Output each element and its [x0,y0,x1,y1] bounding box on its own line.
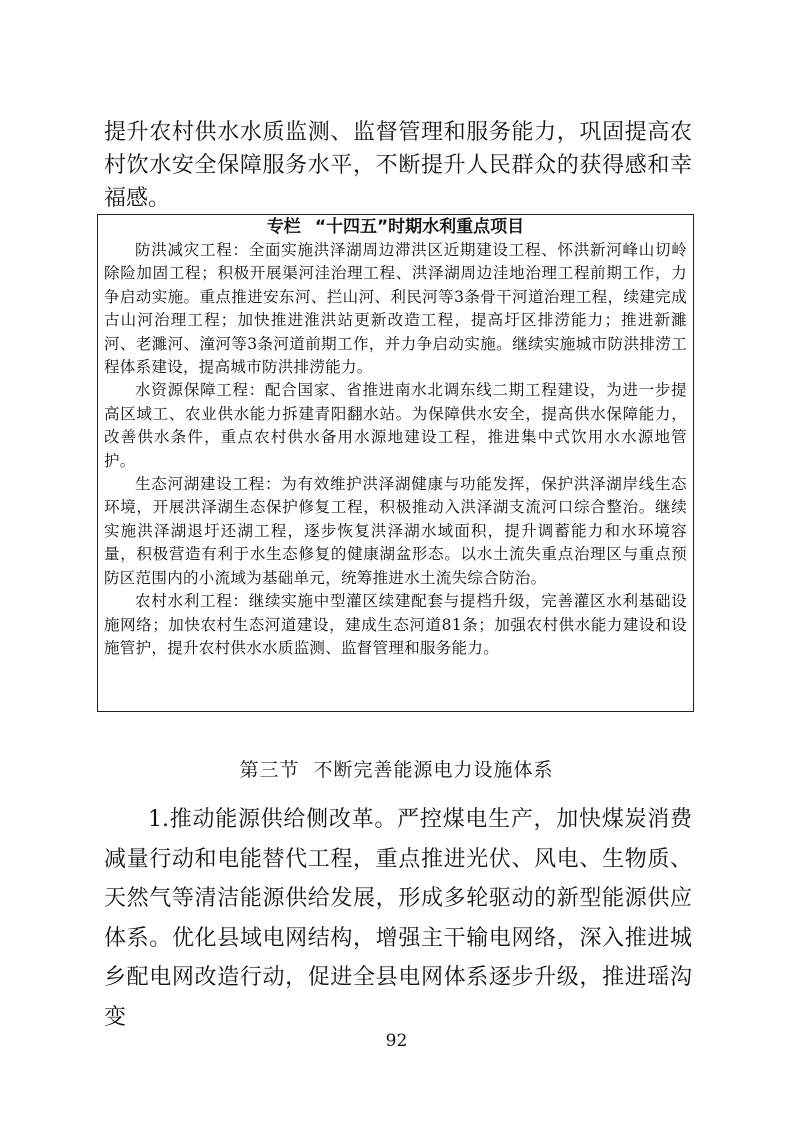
section-title: 不断完善能源电力设施体系 [313,759,554,781]
intro-paragraph [104,116,692,215]
column-paragraph-heading: 水资源保障工程： [135,381,265,400]
page-number: 92 [385,1031,408,1051]
column-paragraph-heading: 农村水利工程： [135,592,249,611]
column-title-text: “十四五”时期水利重点项目 [314,217,525,237]
column-paragraph-ecology [104,473,687,590]
column-paragraph-text: 继续实施中型灌区续建配套与提档升级，完善灌区水利基础设施网络；加快农村生态河道建设，建成生态河道81条；加强农村供水能力建设和设施管护，提升农村供水水质监测、监督管理和服务能力。 [104,592,687,657]
column-paragraph-text: 为有效维护洪泽湖健康与功能发挥，保护洪泽湖岸线生态环境，开展洪泽湖生态保护修复工程，积极推动入洪泽湖支流河口综合整治。继续实施洪泽湖退圩还湖工程，逐步恢复洪泽湖水域面积，提升调蓄能力和水环境容量，积极营造有利于水生态修复的健康湖盆形态。以水土流失重点治理区与重点预防区范围内的小流域为基础单元，统筹推进水土流失综合防治。 [104,475,687,587]
column-paragraph-text: 全面实施洪泽湖周边滞洪区近期建设工程、怀洪新河峰山切岭除险加固工程；积极开展渠河洼治理工程、洪泽湖周边洼地治理工程前期工作，力争启动实施。重点推进安东河、拦山河、利民河等3条骨干河道治理工程，续建完成古山河治理工程；加快推进淮洪站更新改造工程，提高圩区排涝能力；推进新濉河、老濉河、潼河等3条河道前期工作，并力争启动实施。继续实施城市防洪排涝工程体系建设，提高城市防洪排涝能力。 [104,241,687,377]
column-box [97,214,694,712]
body-paragraph-text [104,800,692,1037]
body-text: 严控煤电生产，加快煤炭消费减量行动和电能替代工程，重点推进光伏、风电、生物质、天然气等清洁能源供给发展，形成多轮驱动的新型能源供应体系。优化县域电网结构，增强主干输电网络，深入推进城乡配电网改造行动，促进全县电网体系逐步升级，推进瑶沟变 [104,807,692,1030]
section-number: 第三节 [239,759,300,781]
column-paragraph-heading: 生态河湖建设工程： [135,475,282,494]
intro-text: 提升农村供水水质监测、监督管理和服务能力，巩固提高农村饮水安全保障服务水平，不断提升人民群众的获得感和幸福感。 [104,120,692,211]
column-paragraph-flood [104,239,687,379]
body-lead: 1.推动能源供给侧改革。 [148,807,398,832]
column-paragraph-water-resources [104,379,687,473]
column-paragraph-text: 配合国家、省推进南水北调东线二期工程建设，为进一步提高区域工、农业供水能力拆建青阳翻水站。为保障供水安全，提高供水保障能力，改善供水条件，重点农村供水备用水源地建设工程，推进集中式饮用水水源地管护。 [104,381,687,470]
column-label: 专栏 [266,217,301,237]
column-paragraph-heading: 防洪减灾工程： [135,241,249,259]
section-heading [0,756,793,784]
body-paragraph [104,800,692,1037]
column-title [104,215,687,239]
column-paragraph-rural [104,590,687,660]
